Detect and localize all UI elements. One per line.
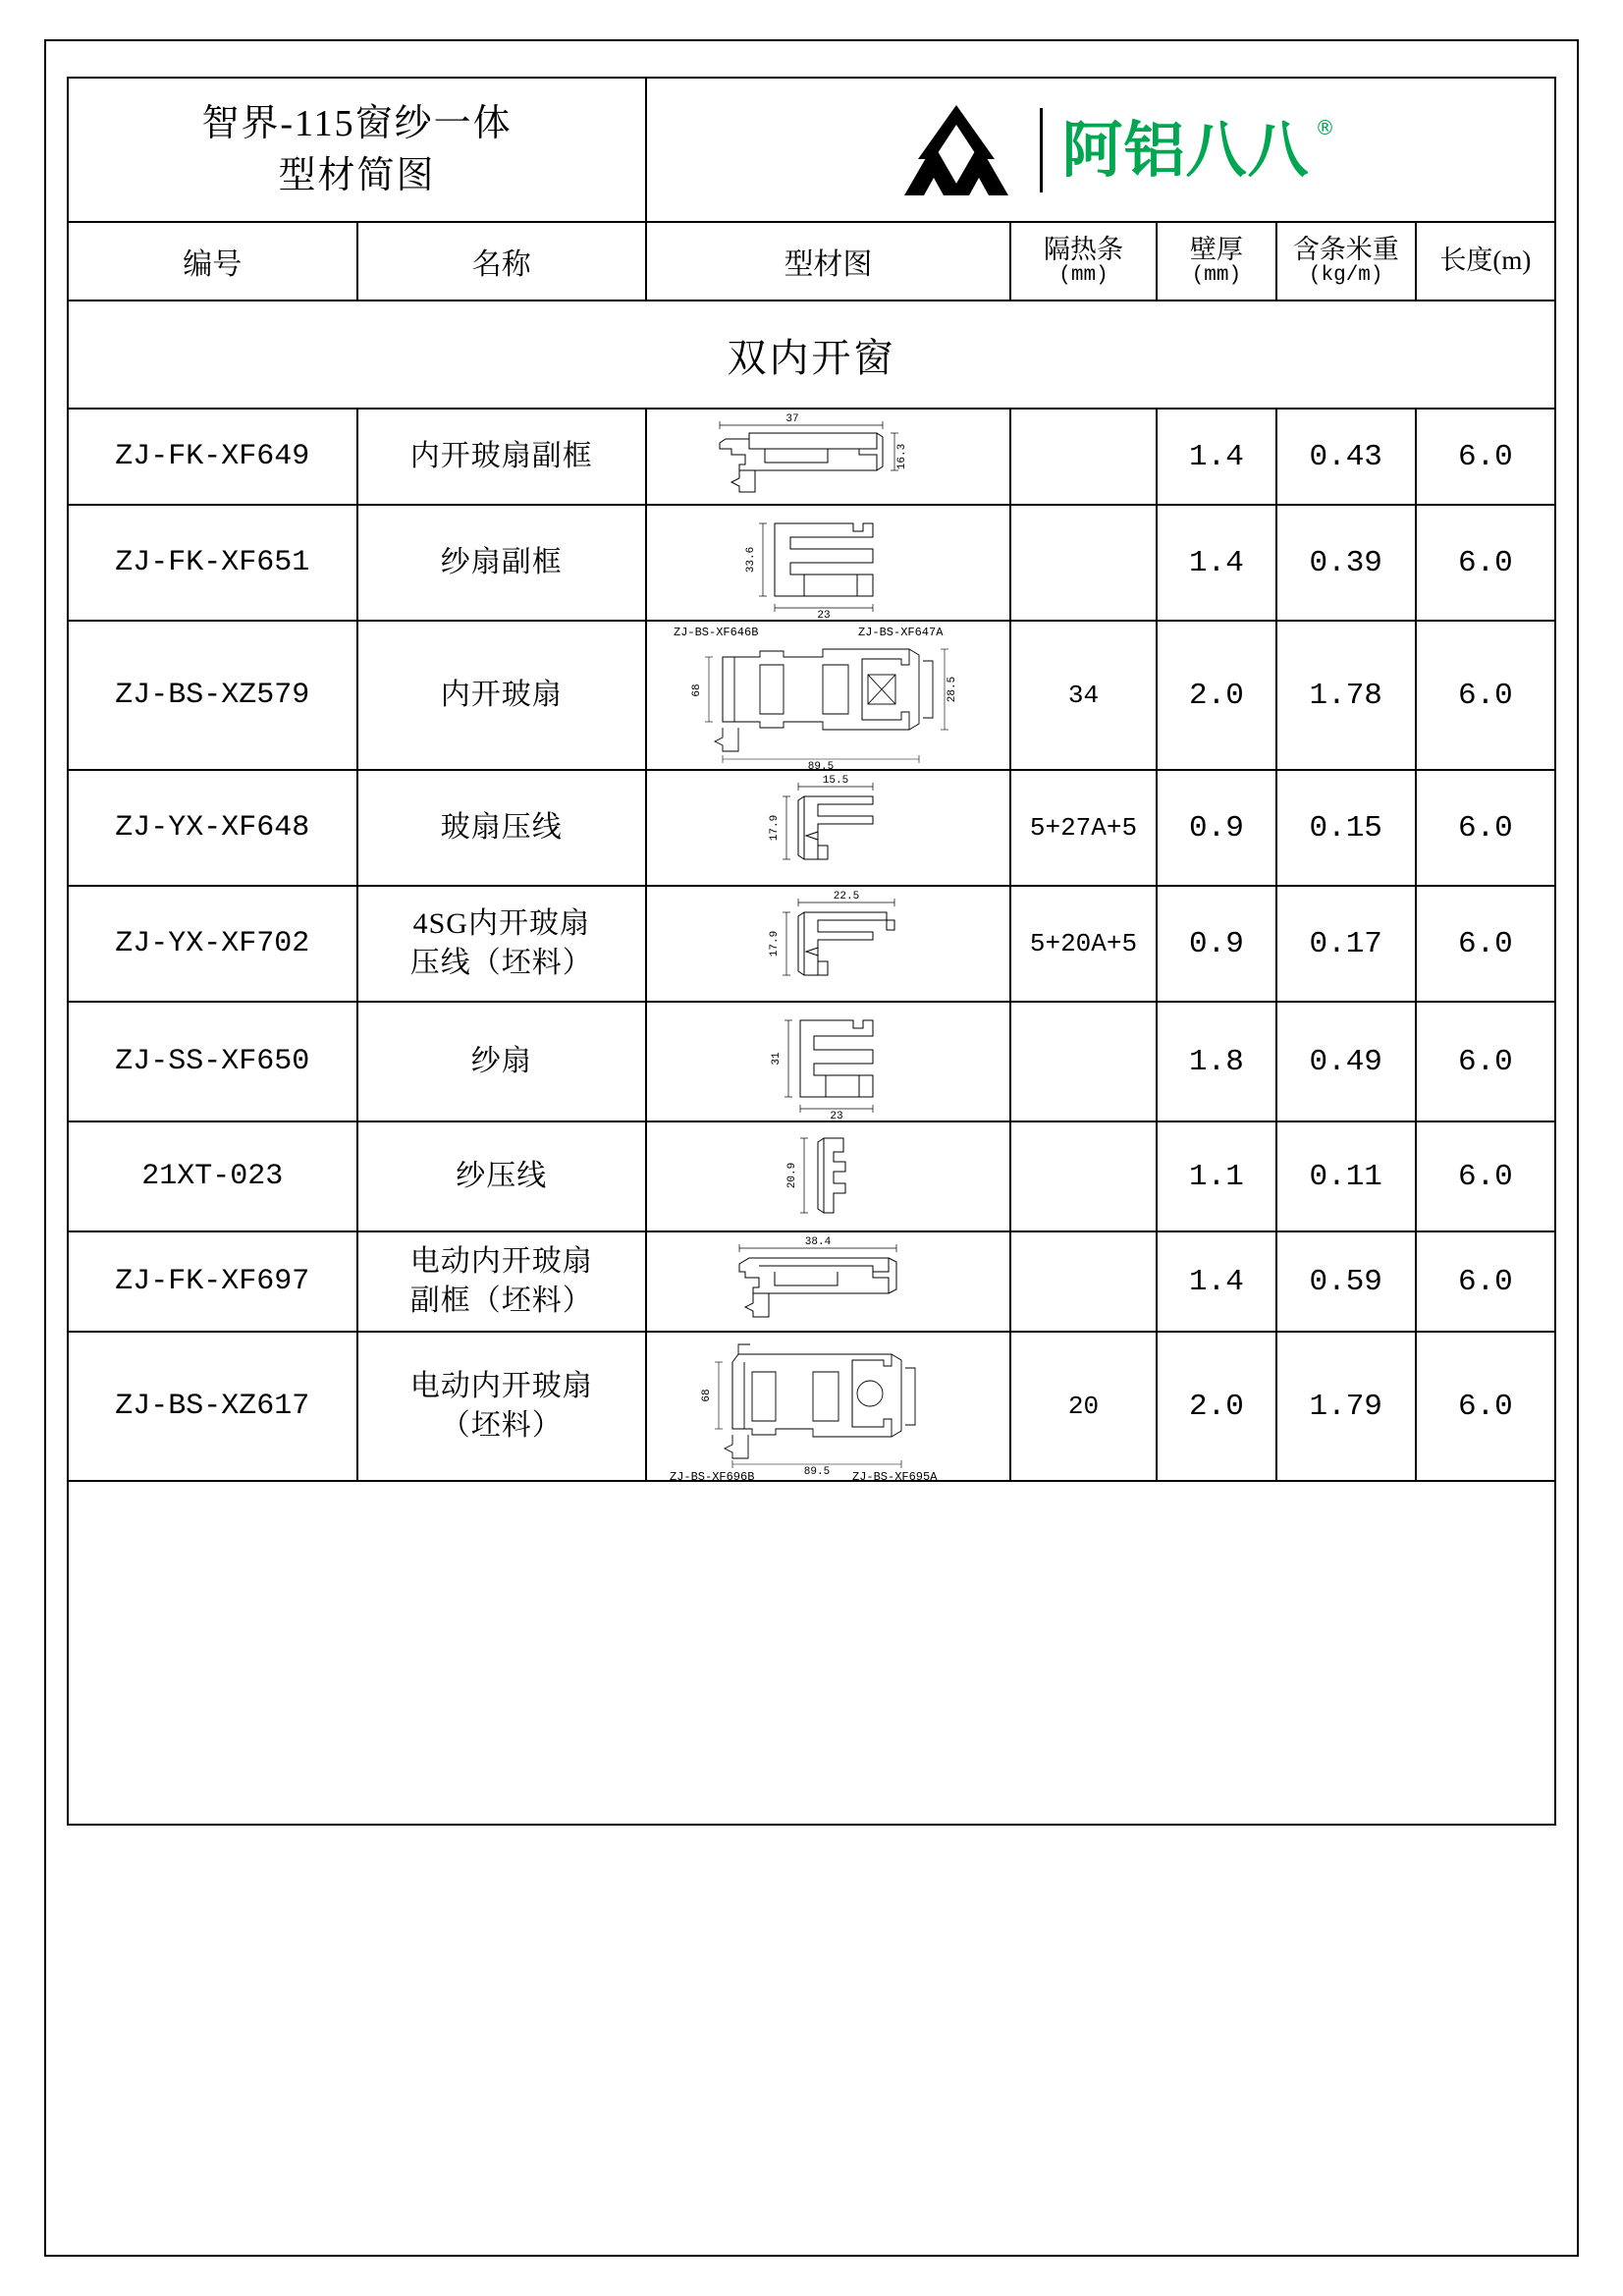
section-title: 双内开窗 [68,301,1555,409]
document-header-row [68,78,1555,222]
row-code: ZJ-FK-XF649 [68,409,357,505]
row-length: 6.0 [1416,1231,1555,1332]
title-line-1: 智界-115窗纱一体 [201,103,513,145]
col-header-name: 名称 [357,222,647,301]
title-line-2: 型材简图 [278,154,436,196]
row-insulation [1010,1231,1157,1332]
col-header-insulation-unit: (mm) [1058,264,1109,288]
row-code: ZJ-FK-XF697 [68,1231,357,1332]
row-name: 纱压线 [357,1121,647,1231]
row-code: ZJ-FK-XF651 [68,505,357,621]
row-weight: 1.78 [1276,621,1416,770]
row-length: 6.0 [1416,505,1555,621]
row-insulation: 34 [1010,621,1157,770]
col-header-length [1416,222,1555,301]
row-drawing [646,1121,1010,1231]
section-title-row [68,301,1555,409]
col-header-weight-unit: (kg/m) [1308,264,1383,288]
row-wall: 1.1 [1157,1121,1276,1231]
row-weight: 0.39 [1276,505,1416,621]
part-label: ZJ-BS-XF647A [858,626,944,639]
dim-label: 16.3 [896,443,909,470]
dim-label: 17.9 [769,930,782,957]
col-header-insulation-label: 隔热条 [1043,234,1123,264]
row-weight: 0.49 [1276,1002,1416,1121]
row-code: ZJ-YX-XF702 [68,886,357,1002]
brand-name [1061,113,1335,186]
dim-label: 37 [785,413,800,425]
registered-trademark-icon: ® [1315,115,1335,139]
row-code: 21XT-023 [68,1121,357,1231]
dim-label: 22.5 [834,891,860,902]
col-header-wall-label: 壁厚 [1189,234,1243,264]
table-header-row [68,222,1555,301]
table-row [68,409,1555,505]
col-header-wall [1157,222,1276,301]
brand-logo [646,78,1555,222]
row-name: 内开玻扇副框 [357,409,647,505]
row-weight: 0.11 [1276,1121,1416,1231]
row-wall: 1.4 [1157,1231,1276,1332]
row-code: ZJ-SS-XF650 [68,1002,357,1121]
dim-label: 33.6 [745,546,758,574]
row-drawing [646,1332,1010,1481]
row-wall: 1.4 [1157,409,1276,505]
col-header-weight [1276,222,1416,301]
dim-label: 38.4 [805,1236,832,1248]
row-weight: 0.15 [1276,770,1416,886]
dim-label: 15.5 [823,775,849,787]
row-name: 纱扇副框 [357,505,647,621]
row-name: 纱扇 [357,1002,647,1121]
row-drawing [646,1002,1010,1121]
row-length: 6.0 [1416,409,1555,505]
part-label: ZJ-BS-XF646B [674,626,759,639]
row-length: 6.0 [1416,1332,1555,1481]
page-title [68,78,646,222]
col-header-weight-label: 含条米重 [1292,234,1399,264]
profile-table-wrapper [67,77,1556,2219]
row-code: ZJ-BS-XZ617 [68,1332,357,1481]
row-wall: 0.9 [1157,770,1276,886]
row-insulation [1010,409,1157,505]
col-header-code: 编号 [68,222,357,301]
row-drawing [646,409,1010,505]
dim-label: 89.5 [804,1466,831,1478]
row-length: 6.0 [1416,886,1555,1002]
row-insulation: 5+27A+5 [1010,770,1157,886]
row-weight: 0.17 [1276,886,1416,1002]
table-row [68,505,1555,621]
table-row [68,1231,1555,1332]
row-wall: 1.8 [1157,1002,1276,1121]
row-weight: 0.43 [1276,409,1416,505]
table-row [68,1332,1555,1481]
row-code: ZJ-YX-XF648 [68,770,357,886]
row-drawing [646,621,1010,770]
brand-name-text: 阿铝八八 [1061,113,1310,186]
row-name-line-1: 电动内开玻扇 [409,1244,593,1278]
row-length: 6.0 [1416,621,1555,770]
profile-table [67,77,1556,1826]
dim-label: 23 [817,610,832,620]
a-mountain-logo-icon [893,105,1020,195]
dim-label: 68 [701,1389,714,1402]
row-weight: 1.79 [1276,1332,1416,1481]
row-drawing [646,1231,1010,1332]
row-wall: 2.0 [1157,1332,1276,1481]
row-insulation [1010,505,1157,621]
row-insulation [1010,1121,1157,1231]
row-name: 玻扇压线 [357,770,647,886]
table-row [68,770,1555,886]
col-header-length-label: 长度(m) [1439,246,1532,276]
table-row [68,621,1555,770]
dim-label: 68 [691,683,704,697]
row-insulation: 5+20A+5 [1010,886,1157,1002]
table-row [68,886,1555,1002]
row-name-line-2: 副框（坯料） [409,1285,593,1317]
row-wall: 2.0 [1157,621,1276,770]
row-name-line-1: 电动内开玻扇 [409,1369,593,1402]
row-drawing [646,770,1010,886]
row-insulation: 20 [1010,1332,1157,1481]
row-name-line-2: 压线（坯料） [409,947,593,979]
dim-label: 28.5 [947,676,959,703]
row-drawing [646,505,1010,621]
dim-label: 89.5 [808,761,835,769]
table-empty-area [68,1481,1555,1825]
part-label: ZJ-BS-XF696B [670,1470,755,1480]
table-row [68,1002,1555,1121]
table-row [68,1121,1555,1231]
row-name [357,1332,647,1481]
row-wall: 0.9 [1157,886,1276,1002]
dim-label: 31 [771,1052,784,1066]
row-name-line-1: 4SG内开玻扇 [412,906,590,940]
row-name [357,886,647,1002]
row-insulation [1010,1002,1157,1121]
col-header-insulation [1010,222,1157,301]
row-drawing [646,886,1010,1002]
row-length: 6.0 [1416,770,1555,886]
row-name [357,1231,647,1332]
logo-divider [1040,108,1043,192]
col-header-wall-unit: (mm) [1191,264,1242,288]
row-length: 6.0 [1416,1002,1555,1121]
row-name-line-2: （坯料） [440,1409,563,1442]
empty-cell [68,1481,1555,1825]
dim-label: 20.9 [786,1162,799,1189]
row-length: 6.0 [1416,1121,1555,1231]
row-code: ZJ-BS-XZ579 [68,621,357,770]
row-wall: 1.4 [1157,505,1276,621]
dim-label: 17.9 [769,814,782,842]
col-header-drawing: 型材图 [646,222,1010,301]
dim-label: 23 [830,1111,844,1121]
row-name: 内开玻扇 [357,621,647,770]
part-label: ZJ-BS-XF695A [852,1470,938,1480]
row-weight: 0.59 [1276,1231,1416,1332]
